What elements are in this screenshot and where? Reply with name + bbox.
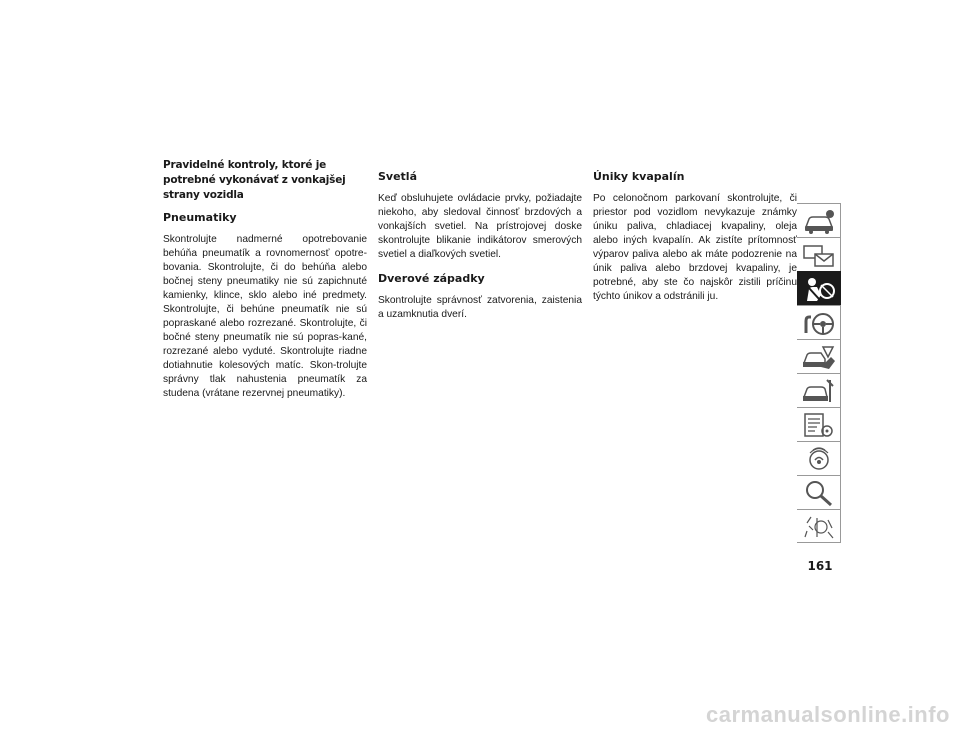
tab-language-index[interactable] bbox=[797, 509, 841, 543]
car-warning-icon bbox=[801, 343, 837, 371]
tab-safety[interactable] bbox=[797, 271, 841, 305]
page-number: 161 bbox=[807, 559, 833, 573]
section-heading-tires: Pneumatiky bbox=[163, 211, 237, 224]
tab-car-info[interactable] bbox=[797, 203, 841, 237]
multimedia-icon bbox=[801, 445, 837, 473]
section-text-door-latches: Skontrolujte správnosť zatvorenia, zaistenia a uzamknutia dverí. bbox=[378, 295, 582, 320]
tab-steering[interactable] bbox=[797, 305, 841, 339]
search-index-icon bbox=[801, 479, 837, 507]
specifications-list-icon bbox=[801, 411, 837, 439]
safety-airbag-icon bbox=[801, 275, 837, 303]
car-service-tools-icon bbox=[801, 377, 837, 405]
tab-dashboard-message[interactable] bbox=[797, 237, 841, 271]
main-heading: Pravidelné kontroly, ktoré je potrebné vykonávať z vonkajšej strany vozidla bbox=[163, 159, 346, 201]
section-text-fluid-leaks: Po celonočnom parkovaní skontrolujte, či priestor pod vozidlom nevykazuje známky úniku paliva, chladiacej kvapaliny, oleja alebo iných kvapalín. Ak zistíte prítomnosť výparov paliva alebo ak máte podozrenie na únik paliva alebo brzdovej kvapaliny, je potrebné, aby ste čo najskôr zistili príčinu týchto únikov a odstránili ju. bbox=[593, 193, 797, 302]
watermark: carmanualsonline.info bbox=[706, 702, 950, 727]
section-text-tires: Skontrolujte nadmerné opotrebovanie behúňa pneumatík a rovnomernosť opotre-bovania. Skontrolujte, či do behúňa alebo bočnej steny pneumatiky nie sú zapichnuté kamienky, klince, sklo alebo iné predmety. Skontrolujte, či behúne pneumatík nie sú popraskané alebo rozrezané. Skontrolujte, či bočné steny pneumatík nie sú popras-kané, rozrezané alebo vyduté. Skontrolujte riadne dotiahnutie kolesových matíc. Skon-trolujte správny tlak nahustenia pneumatík za studena (vrátane rezervnej pneumatiky). bbox=[163, 234, 367, 399]
language-index-icon bbox=[801, 513, 837, 541]
tab-specifications[interactable] bbox=[797, 407, 841, 441]
tab-car-warning[interactable] bbox=[797, 339, 841, 373]
car-info-icon bbox=[801, 207, 837, 235]
chapter-tabs bbox=[797, 203, 841, 543]
tab-service[interactable] bbox=[797, 373, 841, 407]
tab-multimedia[interactable] bbox=[797, 441, 841, 475]
section-text-lights: Keď obsluhujete ovládacie prvky, požiadajte niekoho, aby sledoval činnosť brzdových a vonkajších svetiel. Na prístrojovej doske skontrolujte blikanie indikátorov smerových svetiel a diaľkových svetiel. bbox=[378, 193, 582, 260]
column-2 bbox=[378, 158, 582, 332]
dashboard-message-icon bbox=[801, 241, 837, 269]
section-heading-door-latches: Dverové západky bbox=[378, 272, 485, 285]
section-heading-fluid-leaks: Úniky kvapalín bbox=[593, 170, 685, 183]
column-1 bbox=[163, 158, 367, 411]
column-3 bbox=[593, 158, 797, 314]
section-heading-lights: Svetlá bbox=[378, 170, 418, 183]
tab-search[interactable] bbox=[797, 475, 841, 509]
steering-wheel-icon bbox=[801, 309, 837, 337]
